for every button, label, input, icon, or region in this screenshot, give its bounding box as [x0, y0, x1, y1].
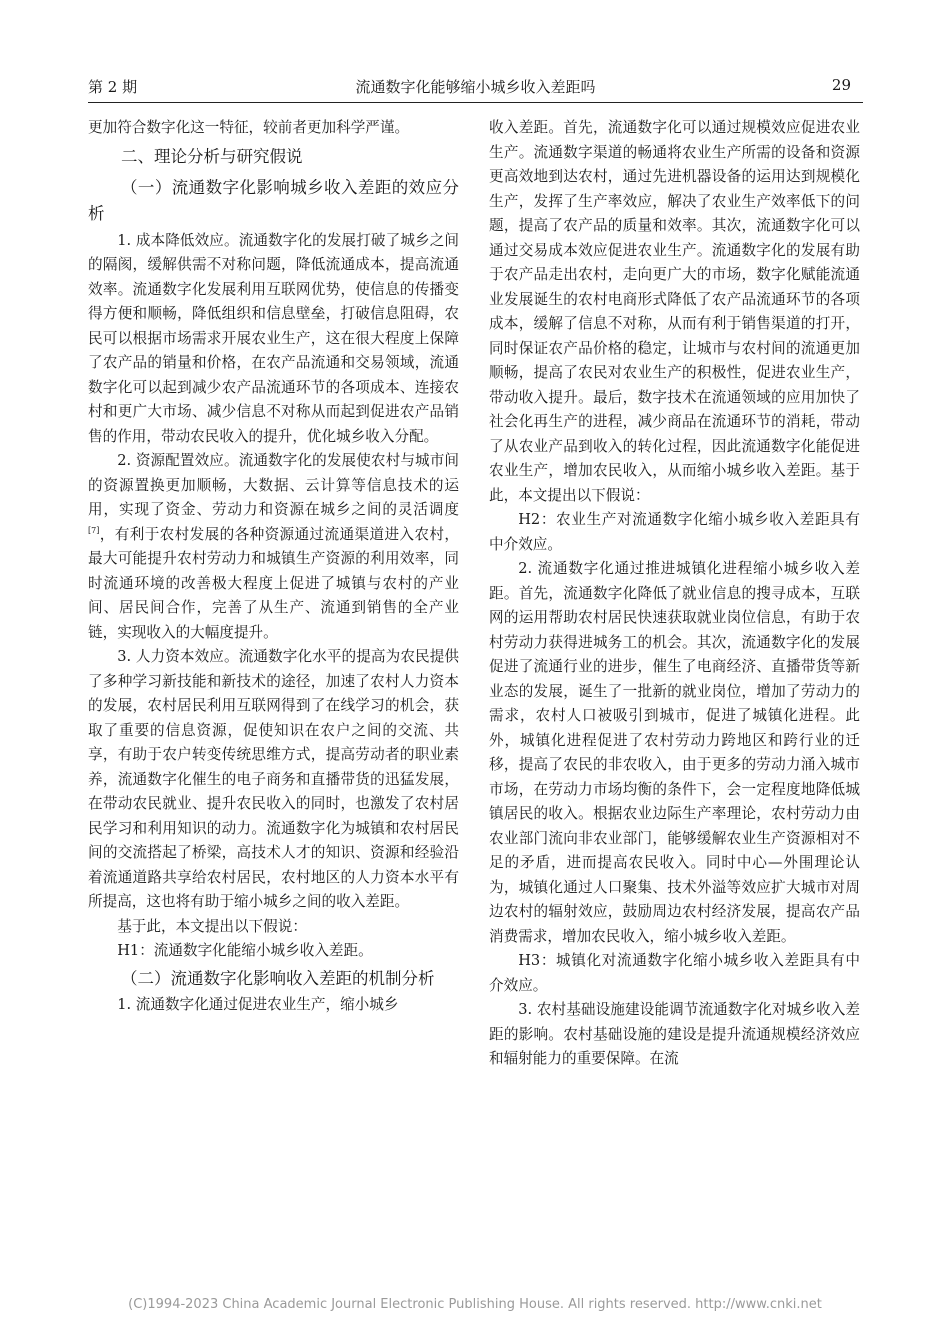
paragraph: 1. 流通数字化通过促进农业生产，缩小城乡	[117, 996, 399, 1013]
copyright-footer: (C)1994-2023 China Academic Journal Electronic Publishing House. All rights reserved. http://www.cnki.net	[128, 1297, 822, 1312]
paragraph: 3. 农村基础设施建设能调节流通数字化对城乡收入差距的影响。农村基础设施的建设是提升流通规模经济效应和辐射能力的重要保障。在流	[489, 1001, 860, 1067]
paragraph-text: ，有利于农村发展的各种资源通过流通渠道进入农村，最大可能提升农村劳动力和城镇生产资源的利用效率，同时流通环境的改善极大程度上促进了城镇与农村的产业间、居民间合作，完善了从生产、流通到销售的全产业链，实现收入的大幅度提升。	[88, 525, 459, 641]
paragraph-text: 2. 资源配置效应。流通数字化的发展使农村与城市间的资源置换更加顺畅，大数据、云计算等信息技术的运用，实现了资金、劳动力和资源在城乡之间的灵活调度	[88, 452, 459, 518]
hypothesis-h3: H3：城镇化对流通数字化缩小城乡收入差距具有中介效应。	[489, 952, 860, 994]
paragraph: 收入差距。首先，流通数字化可以通过规模效应促进农业生产。流通数字渠道的畅通将农业生产所需的设备和资源更高效地到达农村，通过先进机器设备的运用达到规模化生产，发挥了生产率效应，解决了农业生产效率低下的问题，提高了农产品的质量和效率。其次，流通数字化可以通过交易成本效应促进农业生产。流通数字化的发展有助于农产品走出农村，走向更广大的市场，数字化赋能流通业发展诞生的农村电商形式降低了农产品流通环节的各项成本，缓解了信息不对称，从而有利于销售渠道的打开，同时保证农产品价格的稳定，让城市与农村间的流通更加顺畅，提高了农民对农业生产的积极性，促进农业生产，带动收入提升。最后，数字技术在流通领域的应用加快了社会化再生产的进程，减少商品在流通环节的消耗，带动了从农业产品到收入的转化过程，因此流通数字化能促进农业生产，增加农民收入，从而缩小城乡收入差距。基于此，本文提出以下假说：	[489, 119, 860, 504]
header-rule	[88, 102, 863, 103]
paragraph: 基于此，本文提出以下假说：	[117, 917, 307, 935]
citation-marker: [7]	[88, 525, 100, 535]
issue-number: 第 2 期	[88, 78, 138, 96]
subsection-heading: （二）流通数字化影响收入差距的机制分析	[121, 968, 435, 988]
paragraph: 2. 流通数字化通过推进城镇化进程缩小城乡收入差距。首先，流通数字化降低了就业信息的搜寻成本，互联网的运用帮助农村居民快速获取就业岗位信息，有助于农村劳动力获得进城务工的机会。其次，流通数字化的发展促进了流通行业的进步，催生了电商经济、直播带货等新业态的发展，诞生了一批新的就业岗位，增加了劳动力的需求，农村人口被吸引到城市，促进了城镇化进程。此外，城镇化进程促进了农村劳动力跨地区和跨行业的迁移，提高了农民的非农收入，由于更多的劳动力涌入城市市场，在劳动力市场均衡的条件下，会一定程度地降低城镇居民的收入。根据农业边际生产率理论，农村劳动力由农业部门流向非农业部门，能够缓解农业生产资源相对不足的矛盾，进而提高农民收入。同时中心—外围理论认为，城镇化通过人口聚集、技术外溢等效应扩大城市对周边农村的辐射效应，鼓励周边农村经济发展，提高农产品消费需求，增加农民收入，缩小城乡收入差距。	[489, 560, 860, 945]
section-heading: 二、理论分析与研究假说	[121, 146, 303, 166]
paragraph	[88, 449, 459, 645]
paragraph: 更加符合数字化这一特征，较前者更加科学严谨。	[88, 119, 410, 136]
subsection-heading: （一）流通数字化影响城乡收入差距的效应分析	[88, 177, 459, 223]
paragraph: 3. 人力资本效应。流通数字化水平的提高为农民提供了多种学习新技能和新技术的途径，加速了农村人力资本的发展，农村居民利用互联网得到了在线学习的机会，获取了重要的信息资源，促使知识在农户之间的交流、共享，有助于农户转变传统思维方式，提高劳动者的职业素养，流通数字化催生的电子商务和直播带货的迅猛发展，在带动农民就业、提升农民收入的同时，也激发了农村居民学习和利用知识的动力。流通数字化为城镇和农村居民间的交流搭起了桥梁，高技术人才的知识、资源和经验沿着流通道路共享给农村居民，农村地区的人力资本水平有所提高，这也将有助于缩小城乡之间的收入差距。	[88, 648, 459, 910]
paragraph: 1. 成本降低效应。流通数字化的发展打破了城乡之间的隔阂，缓解供需不对称问题，降低流通成本，提高流通效率。流通数字化发展利用互联网优势，使信息的传播变得方便和顺畅，降低组织和信息壁垒，打破信息阻碍，农民可以根据市场需求开展农业生产，这在很大程度上保障了农产品的销量和价格，在农产品流通和交易领域，流通数字化可以起到减少农产品流通环节的各项成本、连接农村和更广大市场、减少信息不对称从而起到促进农产品销售的作用，带动农民收入的提升，优化城乡收入分配。	[88, 231, 459, 445]
running-title: 流通数字化能够缩小城乡收入差距吗	[355, 78, 596, 96]
page-number: 29	[831, 76, 851, 94]
hypothesis-h1: H1：流通数字化能缩小城乡收入差距。	[117, 942, 373, 959]
left-column	[88, 116, 459, 1018]
hypothesis-h2: H2：农业生产对流通数字化缩小城乡收入差距具有中介效应。	[489, 511, 860, 553]
right-column	[489, 116, 860, 1072]
page-header	[88, 76, 863, 100]
